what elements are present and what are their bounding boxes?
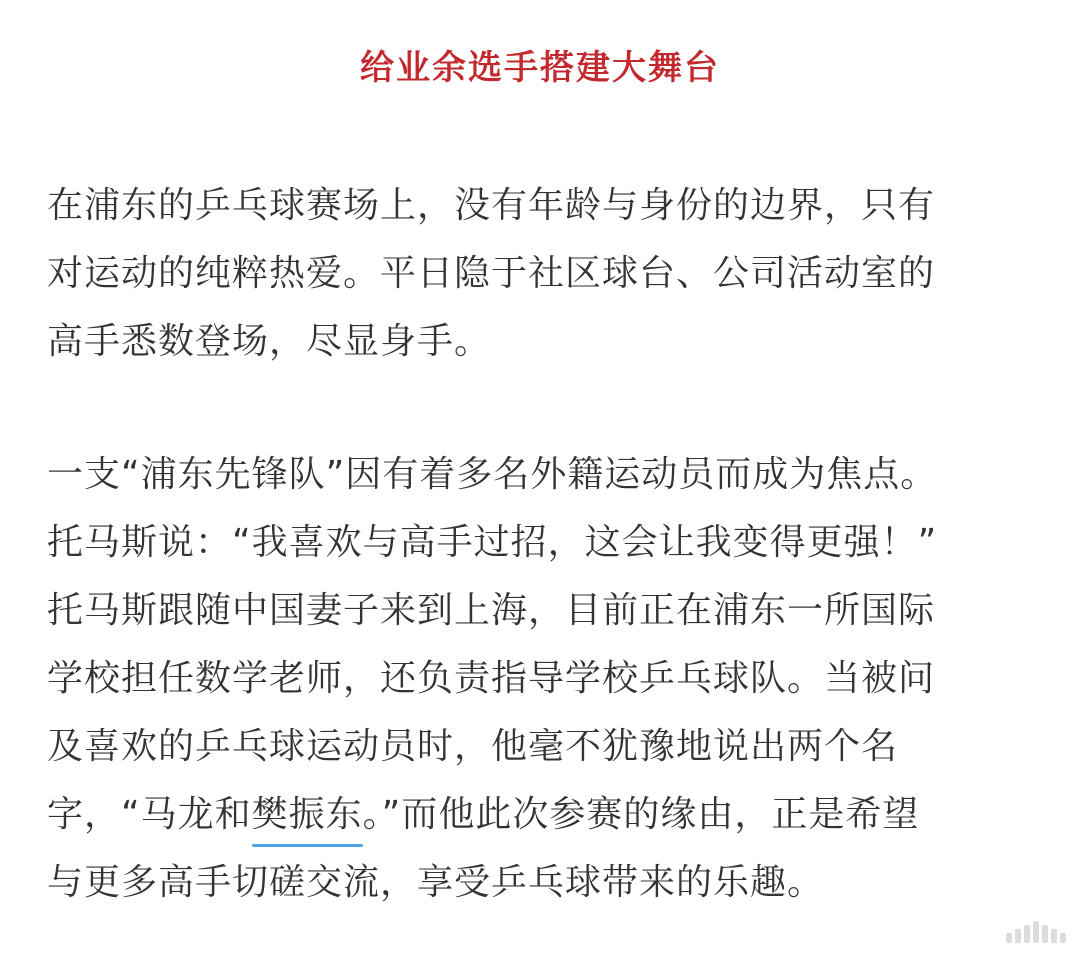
watermark-bar <box>1024 925 1030 943</box>
paragraph-1-line-2: 对运动的纯粹热爱。平日隐于社区球台、公司活动室的 <box>47 253 936 294</box>
watermark-bar <box>1042 925 1048 943</box>
paragraph-1-line-3: 高手悉数登场，尽显身手。 <box>47 321 492 362</box>
paragraph-2-line-6-after: 。”而他此次参赛的缘由，正是希望 <box>362 794 920 835</box>
watermark-bar <box>1015 929 1021 943</box>
watermark-bar <box>1006 933 1012 943</box>
paragraph-2-line-6 <box>47 781 1037 849</box>
paragraph-2 <box>47 441 1037 917</box>
player-name-link[interactable]: 樊振东 <box>252 781 363 849</box>
paragraph-1-line-1: 在浦东的乒乓球赛场上，没有年龄与身份的边界，只有 <box>47 185 936 226</box>
paragraph-2-line-2: 托马斯说：“我喜欢与高手过招，这会让我变得更强！” <box>47 522 938 563</box>
paragraph-1 <box>47 172 1037 376</box>
article-title: 给业余选手搭建大舞台 <box>360 48 720 88</box>
weibo-watermark-icon <box>1006 921 1066 943</box>
paragraph-2-line-4: 学校担任数学老师，还负责指导学校乒乓球队。当被问 <box>47 658 936 699</box>
paragraph-2-line-5: 及喜欢的乒乓球运动员时，他毫不犹豫地说出两个名 <box>47 726 899 767</box>
watermark-bars <box>1006 921 1066 943</box>
watermark-bar <box>1051 929 1057 943</box>
watermark-bar <box>1060 933 1066 943</box>
paragraph-2-line-3: 托马斯跟随中国妻子来到上海，目前正在浦东一所国际 <box>47 590 936 631</box>
watermark-bar <box>1033 921 1039 943</box>
paragraph-2-line-7: 与更多高手切磋交流，享受乒乓球带来的乐趣。 <box>47 862 825 903</box>
paragraph-2-line-1: 一支“浦东先锋队”因有着多名外籍运动员而成为焦点。 <box>47 454 938 495</box>
paragraph-2-line-6-before: 字，“马龙和 <box>47 794 252 835</box>
